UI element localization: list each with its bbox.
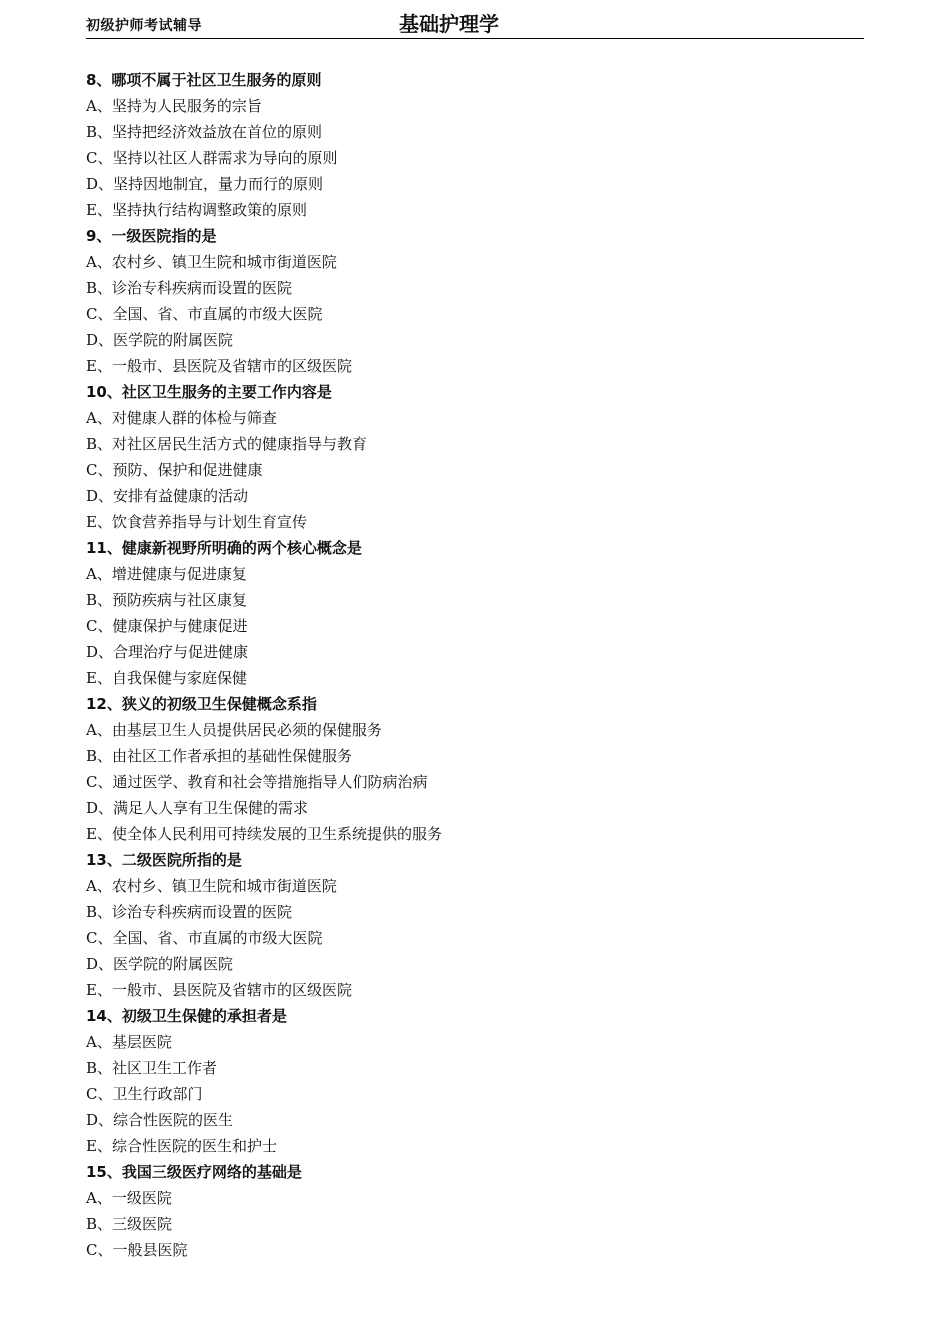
answer-option: E、使全体人民利用可持续发展的卫生系统提供的服务 xyxy=(86,825,442,843)
question-block xyxy=(86,691,866,847)
answer-option: A、对健康人群的体检与筛查 xyxy=(86,409,277,427)
header-title: 基础护理学 xyxy=(399,12,499,36)
answer-option: C、坚持以社区人群需求为导向的原则 xyxy=(86,149,338,167)
question-stem: 12、狭义的初级卫生保健概念系指 xyxy=(86,695,317,713)
header-subtitle: 初级护师考试辅导 xyxy=(86,18,202,34)
answer-option: A、农村乡、镇卫生院和城市街道医院 xyxy=(86,877,337,895)
answer-option: B、诊治专科疾病而设置的医院 xyxy=(86,903,293,921)
answer-option: A、农村乡、镇卫生院和城市街道医院 xyxy=(86,253,337,271)
question-stem: 10、社区卫生服务的主要工作内容是 xyxy=(86,383,332,401)
question-stem: 13、二级医院所指的是 xyxy=(86,851,242,869)
answer-option: E、自我保健与家庭保健 xyxy=(86,669,247,687)
answer-option: A、一级医院 xyxy=(86,1189,172,1207)
answer-option: C、全国、省、市直属的市级大医院 xyxy=(86,929,323,947)
answer-option: A、基层医院 xyxy=(86,1033,172,1051)
answer-option: D、医学院的附属医院 xyxy=(86,331,234,349)
answer-option: A、由基层卫生人员提供居民必须的保健服务 xyxy=(86,721,382,739)
answer-option: E、一般市、县医院及省辖市的区级医院 xyxy=(86,981,352,999)
answer-option: C、通过医学、教育和社会等措施指导人们防病治病 xyxy=(86,773,428,791)
answer-option: D、安排有益健康的活动 xyxy=(86,487,249,505)
answer-option: B、预防疾病与社区康复 xyxy=(86,591,248,609)
question-block xyxy=(86,535,866,691)
question-stem: 14、初级卫生保健的承担者是 xyxy=(86,1007,287,1025)
answer-option: C、全国、省、市直属的市级大医院 xyxy=(86,305,323,323)
answer-option: D、合理治疗与促进健康 xyxy=(86,643,249,661)
question-block xyxy=(86,847,866,1003)
answer-option: B、由社区工作者承担的基础性保健服务 xyxy=(86,747,353,765)
question-block xyxy=(86,1003,866,1159)
page-header xyxy=(86,8,864,39)
answer-option: C、健康保护与健康促进 xyxy=(86,617,248,635)
answer-option: E、坚持执行结构调整政策的原则 xyxy=(86,201,307,219)
question-block xyxy=(86,67,866,223)
answer-option: D、综合性医院的医生 xyxy=(86,1111,234,1129)
answer-option: E、一般市、县医院及省辖市的区级医院 xyxy=(86,357,352,375)
answer-option: B、社区卫生工作者 xyxy=(86,1059,218,1077)
answer-option: B、诊治专科疾病而设置的医院 xyxy=(86,279,293,297)
answer-option: C、预防、保护和促进健康 xyxy=(86,461,263,479)
question-list xyxy=(86,67,866,1263)
answer-option: B、三级医院 xyxy=(86,1215,173,1233)
answer-option: C、一般县医院 xyxy=(86,1241,188,1259)
question-stem: 15、我国三级医疗网络的基础是 xyxy=(86,1163,302,1181)
answer-option: B、坚持把经济效益放在首位的原则 xyxy=(86,123,323,141)
question-stem: 11、健康新视野所明确的两个核心概念是 xyxy=(86,539,362,557)
answer-option: E、综合性医院的医生和护士 xyxy=(86,1137,277,1155)
answer-option: E、饮食营养指导与计划生育宣传 xyxy=(86,513,307,531)
answer-option: D、坚持因地制宜，量力而行的原则 xyxy=(86,175,324,193)
answer-option: A、增进健康与促进康复 xyxy=(86,565,247,583)
question-stem: 9、一级医院指的是 xyxy=(86,227,217,245)
answer-option: D、满足人人享有卫生保健的需求 xyxy=(86,799,309,817)
answer-option: A、坚持为人民服务的宗旨 xyxy=(86,97,262,115)
answer-option: C、卫生行政部门 xyxy=(86,1085,203,1103)
question-block xyxy=(86,379,866,535)
answer-option: B、对社区居民生活方式的健康指导与教育 xyxy=(86,435,368,453)
question-stem: 8、哪项不属于社区卫生服务的原则 xyxy=(86,71,322,89)
answer-option: D、医学院的附属医院 xyxy=(86,955,234,973)
question-block xyxy=(86,1159,866,1263)
question-block xyxy=(86,223,866,379)
